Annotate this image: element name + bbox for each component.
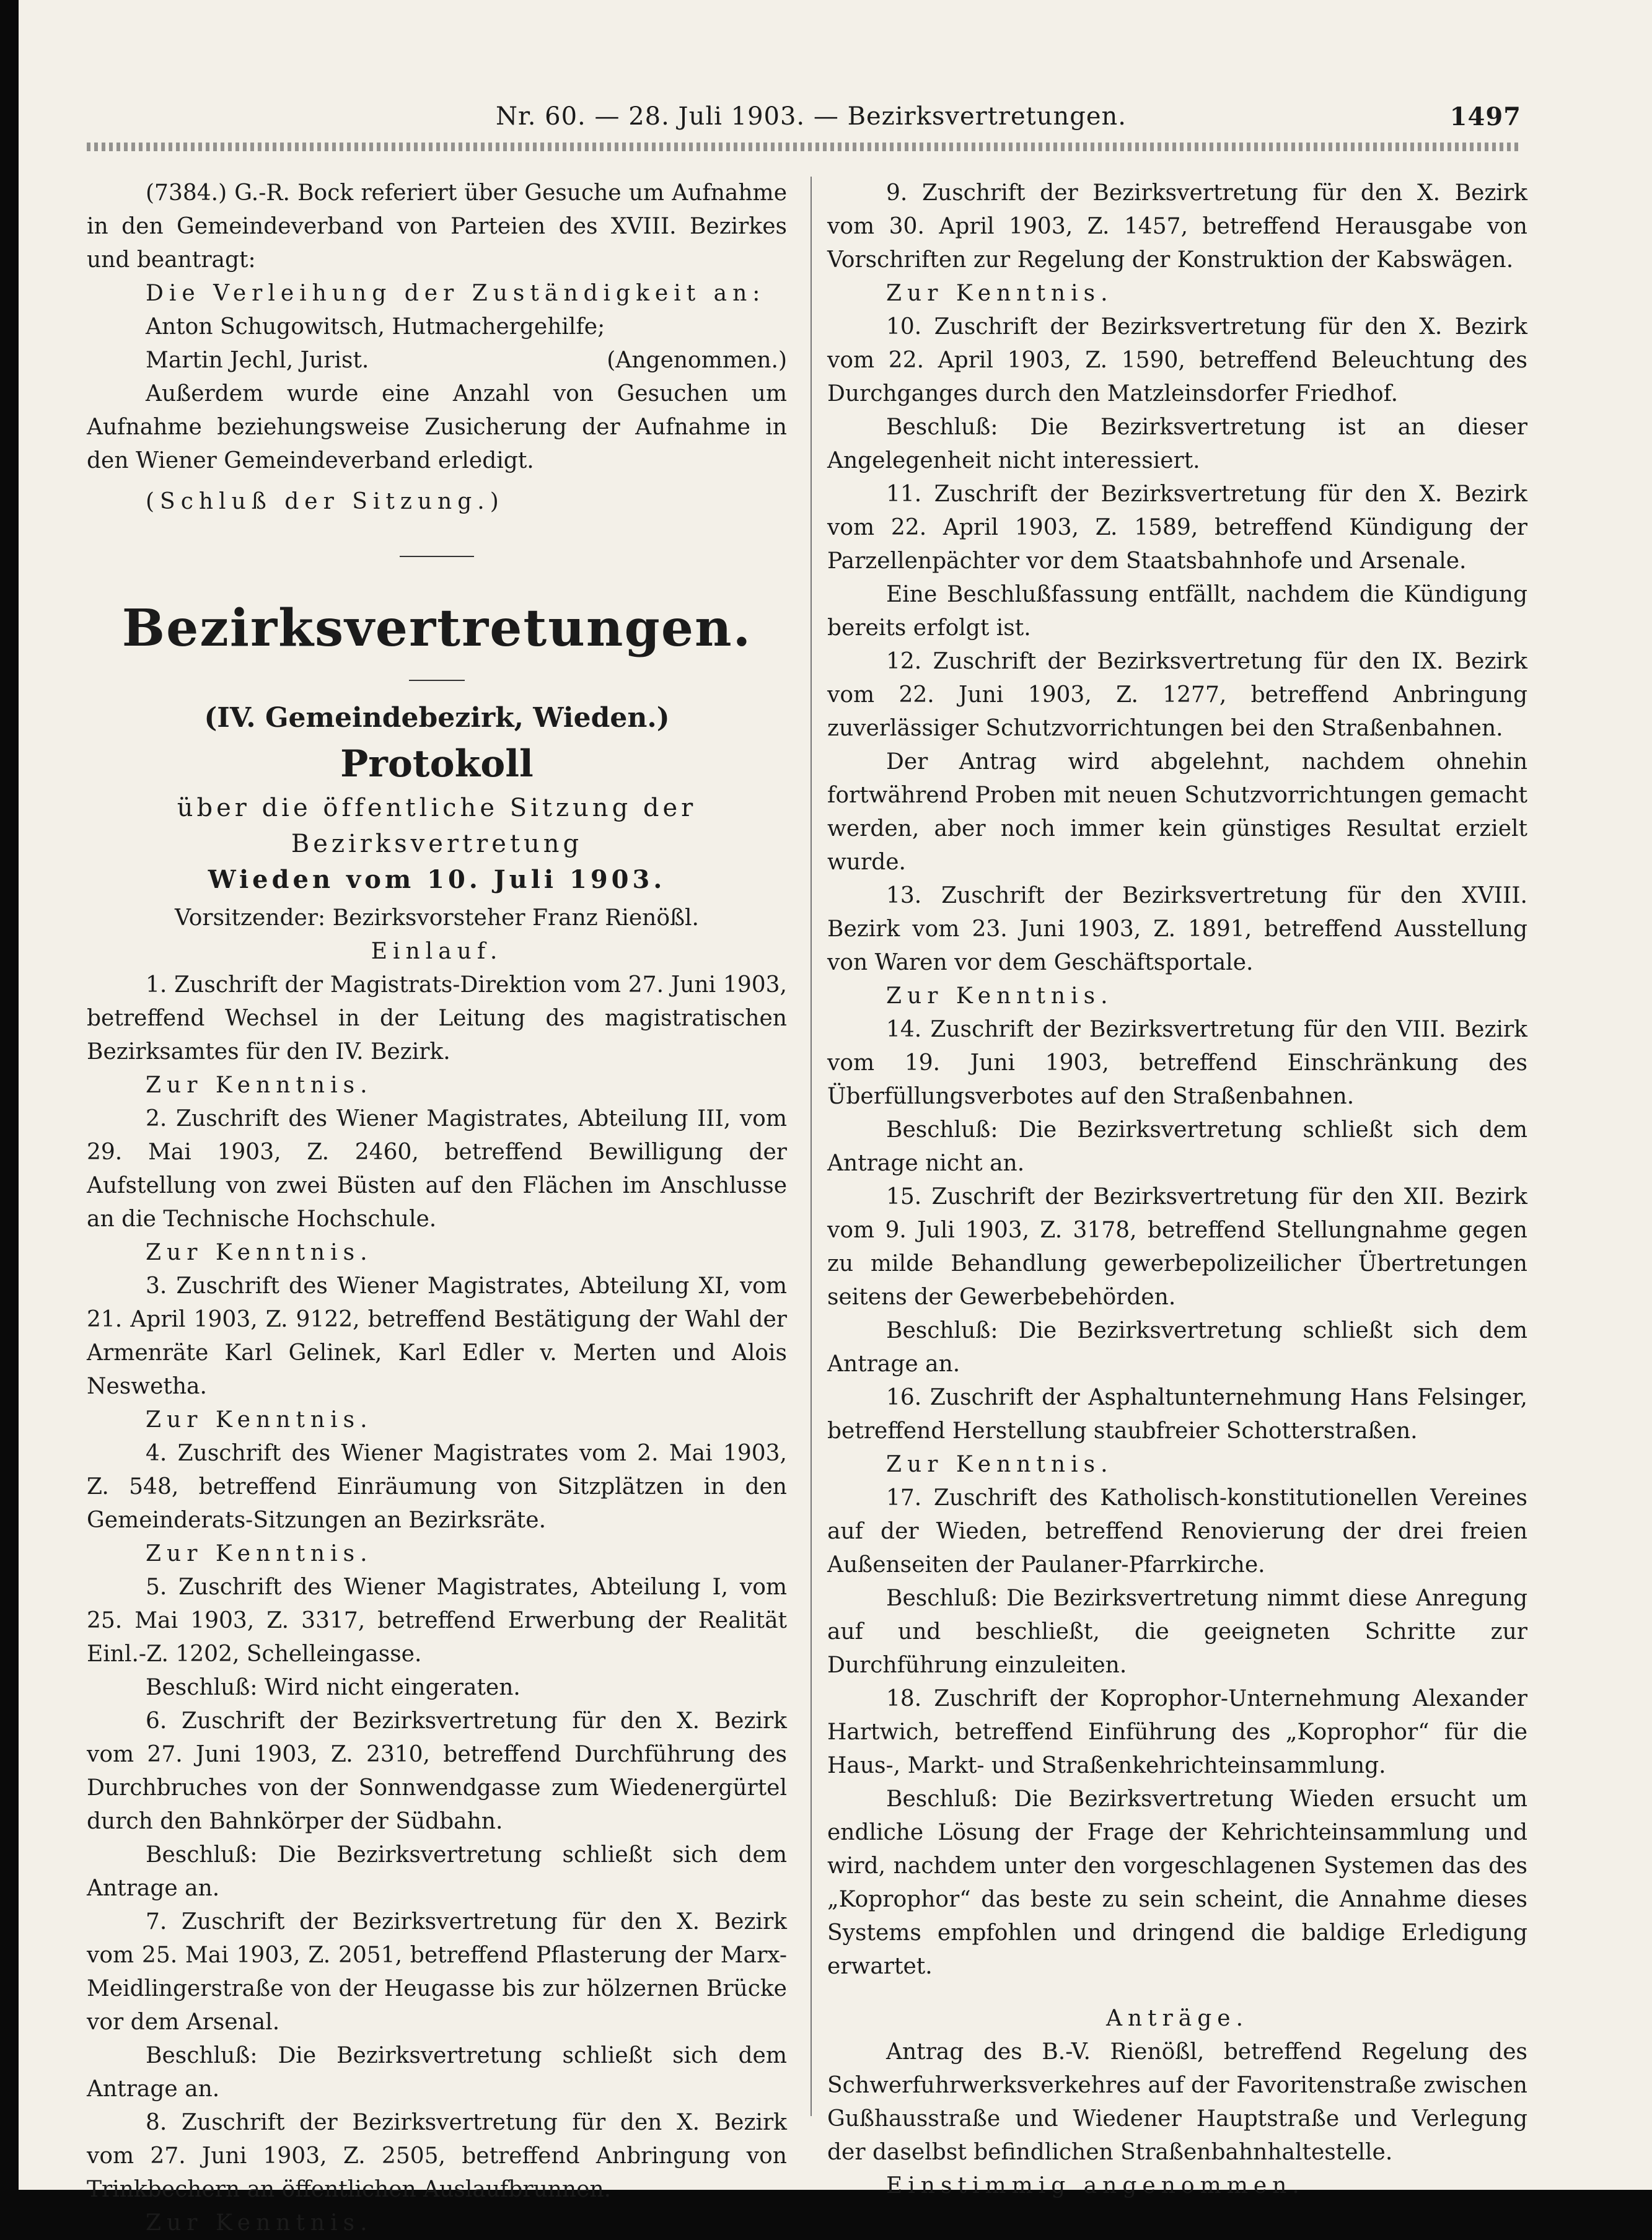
item-4-result: Zur Kenntnis. — [146, 1541, 373, 1566]
einlauf-heading: Einlauf. — [371, 939, 503, 964]
page-header — [87, 102, 1521, 139]
item-7-result: Beschluß: Die Bezirksvertretung schließt sich dem Antrage an. — [87, 2043, 787, 2102]
item-9-result: Zur Kenntnis. — [886, 281, 1114, 306]
item-13-result: Zur Kenntnis. — [886, 983, 1114, 1009]
item-7: 7. Zuschrift der Bezirksvertretung für den X. Bezirk vom 25. Mai 1903, Z. 2051, betreffend Pflasterung der Marx-Meidlingerstraße von der Heugasse bis zur hölzernen Brücke vor dem Arsenal. — [87, 1909, 787, 2035]
item-1: 1. Zuschrift der Magistrats-Direktion vom 27. Juni 1903, betreffend Wechsel in der Leitung des magistratischen Bezirksamtes für den IV. Bezirk. — [87, 972, 787, 1065]
item-5: 5. Zuschrift des Wiener Magistrates, Abteilung I, vom 25. Mai 1903, Z. 3317, betreffend Erwerbung der Realität Einl.-Z. 1202, Schelleingasse. — [87, 1575, 787, 1667]
item-6: 6. Zuschrift der Bezirksvertretung für den X. Bezirk vom 27. Juni 1903, Z. 2310, betreffend Durchführung des Durchbruches von der Sonnwendgasse zum Wiedenergürtel durch den Bahnkörper der Südbahn. — [87, 1708, 787, 1834]
ueber-line-1: über die öffentliche Sitzung der Bezirksvertretung — [177, 794, 697, 858]
item-3-result: Zur Kenntnis. — [146, 1407, 373, 1433]
item-17-result: Beschluß: Die Bezirksvertretung nimmt diese Anregung auf und beschließt, die geeigneten Schritte zur Durchführung einzuleiten. — [827, 1586, 1527, 1678]
section-subtitle: (IV. Gemeindebezirk, Wieden.) — [204, 702, 670, 734]
item-4: 4. Zuschrift des Wiener Magistrates vom 2. Mai 1903, Z. 548, betreffend Einräumung von Sitzplätzen in den Gemeinderats-Sitzungen an Bezirksräte. — [87, 1441, 787, 1533]
section-title: Bezirksvertretungen. — [121, 599, 752, 658]
right-column — [827, 177, 1527, 2203]
item-10: 10. Zuschrift der Bezirksvertretung für den X. Bezirk vom 22. April 1903, Z. 1590, betreffend Beleuchtung des Durchganges durch den Matzleinsdorfer Friedhof. — [827, 314, 1527, 406]
item-15: 15. Zuschrift der Bezirksvertretung für den XII. Bezirk vom 9. Juli 1903, Z. 3178, betreffend Stellungnahme gegen zu milde Behandlung gewerbepolizeilicher Übertretungen seitens der Gewerbebehörden. — [827, 1184, 1527, 1310]
ueber-line-2: Wieden vom 10. Juli 1903. — [208, 865, 666, 894]
item-14-result: Beschluß: Die Bezirksvertretung schließt sich dem Antrage nicht an. — [827, 1117, 1527, 1176]
item-5-result: Beschluß: Wird nicht eingeraten. — [146, 1675, 521, 1700]
antrag-rienoessl: Antrag des B.-V. Rienößl, betreffend Regelung des Schwerfuhrwerksverkehres auf der Favoritenstraße zwischen Gußhausstraße und Wiedener Hauptstraße und Verlegung der daselbst befindlichen Straßenbahnhaltestelle. — [827, 2039, 1527, 2165]
item-9: 9. Zuschrift der Bezirksvertretung für den X. Bezirk vom 30. April 1903, Z. 1457, betreffend Herausgabe von Vorschriften zur Regelung der Konstruktion der Kabswägen. — [827, 180, 1527, 273]
item-3: 3. Zuschrift des Wiener Magistrates, Abteilung XI, vom 21. April 1903, Z. 9122, betreffend Bestätigung der Wahl der Armenräte Karl Gelinek, Karl Edler v. Merten und Alois Neswetha. — [87, 1273, 787, 1399]
paragraph-ausserdem: Außerdem wurde eine Anzahl von Gesuchen um Aufnahme beziehungsweise Zusicherung der Aufnahme in den Wiener Gemeindeverband erledigt. — [87, 381, 787, 473]
item-6-result: Beschluß: Die Bezirksvertretung schließt sich dem Antrage an. — [87, 1842, 787, 1901]
line-jechl — [87, 344, 787, 377]
angenommen-text: (Angenommen.) — [607, 348, 787, 373]
jechl-text: Martin Jechl, Jurist. — [146, 348, 369, 373]
title-rule — [409, 680, 465, 681]
item-1-result: Zur Kenntnis. — [146, 1073, 373, 1098]
item-18: 18. Zuschrift der Koprophor-Unternehmung Alexander Hartwich, betreffend Einführung des „Koprophor“ für die Haus-, Markt- und Straßenkehrichteinsammlung. — [827, 1686, 1527, 1778]
section-rule — [400, 556, 474, 557]
paragraph-schugowitsch: Anton Schugowitsch, Hutmachergehilfe; — [146, 314, 605, 340]
item-8-result: Zur Kenntnis. — [146, 2210, 373, 2236]
item-13: 13. Zuschrift der Bezirksvertretung für den XVIII. Bezirk vom 23. Juni 1903, Z. 1891, betreffend Ausstellung von Waren vor dem Geschäftsportale. — [827, 883, 1527, 975]
paragraph-bock: (7384.) G.-R. Bock referiert über Gesuche um Aufnahme in den Gemeindeverband von Parteien des XVIII. Bezirkes und beantragt: — [87, 180, 787, 273]
einstimmig-line: Einstimmig angenommen. — [886, 2173, 1305, 2198]
item-8: 8. Zuschrift der Bezirksvertretung für den X. Bezirk vom 27. Juni 1903, Z. 2505, betreffend Anbringung von Trinkbechern an öffentlichen Auslaufbrunnen. — [87, 2110, 787, 2202]
item-16: 16. Zuschrift der Asphaltunternehmung Hans Felsinger, betreffend Herstellung staubfreier Schotterstraßen. — [827, 1385, 1527, 1444]
item-12-result: Der Antrag wird abgelehnt, nachdem ohnehin fortwährend Proben mit neuen Schutzvorrichtungen gemacht werden, aber noch immer kein günstiges Resultat erzielt wurde. — [827, 749, 1527, 875]
column-divider — [811, 177, 812, 2116]
antraege-heading: Anträge. — [1105, 2006, 1249, 2031]
item-10-result: Beschluß: Die Bezirksvertretung ist an dieser Angelegenheit nicht interessiert. — [827, 415, 1527, 473]
header-wavy-rule — [87, 143, 1521, 151]
item-12: 12. Zuschrift der Bezirksvertretung für den IX. Bezirk vom 22. Juni 1903, Z. 1277, betreffend Anbringung zuverlässiger Schutzvorrichtungen bei den Straßenbahnen. — [827, 649, 1527, 741]
item-14: 14. Zuschrift der Bezirksvertretung für den VIII. Bezirk vom 19. Juni 1903, betreffend Einschränkung des Überfüllungsverbotes auf den Straßenbahnen. — [827, 1017, 1527, 1109]
vorsitz-line: Vorsitzender: Bezirksvorsteher Franz Rienößl. — [175, 905, 699, 931]
item-15-result: Beschluß: Die Bezirksvertretung schließt sich dem Antrage an. — [827, 1318, 1527, 1377]
header-title: Nr. 60. — 28. Juli 1903. — Bezirksvertretungen. — [496, 102, 1127, 131]
newspaper-page — [19, 0, 1652, 2236]
paragraph-schluss: (Schluß der Sitzung.) — [146, 489, 504, 514]
item-2: 2. Zuschrift des Wiener Magistrates, Abteilung III, vom 29. Mai 1903, Z. 2460, betreffend Bewilligung der Aufstellung von zwei Büsten auf den Flächen im Anschlusse an die Technische Hochschule. — [87, 1106, 787, 1232]
item-11: 11. Zuschrift der Bezirksvertretung für den X. Bezirk vom 22. April 1903, Z. 1589, betreffend Kündigung der Parzellenpächter vor dem Staatsbahnhofe und Arsenale. — [827, 481, 1527, 574]
protokoll-heading: Protokoll — [340, 742, 534, 786]
item-2-result: Zur Kenntnis. — [146, 1240, 373, 1265]
item-17: 17. Zuschrift des Katholisch-konstitutionellen Vereines auf der Wieden, betreffend Renovierung der drei freien Außenseiten der Paulaner-Pfarrkirche. — [827, 1485, 1527, 1578]
paragraph-verleihung: Die Verleihung der Zuständigkeit an: — [146, 281, 766, 306]
page-number: 1497 — [1449, 102, 1521, 131]
item-16-result: Zur Kenntnis. — [886, 1452, 1114, 1477]
left-column — [87, 177, 787, 2240]
item-11-result: Eine Beschlußfassung entfällt, nachdem die Kündigung bereits erfolgt ist. — [827, 582, 1527, 641]
item-18-result: Beschluß: Die Bezirksvertretung Wieden ersucht um endliche Lösung der Frage der Kehrichteinsammlung und wird, nachdem unter den vorgeschlagenen Systemen das des „Koprophor“ das beste zu sein scheint, die Annahme dieses Systems empfohlen und dringend die baldige Erledigung erwartet. — [827, 1786, 1527, 1979]
